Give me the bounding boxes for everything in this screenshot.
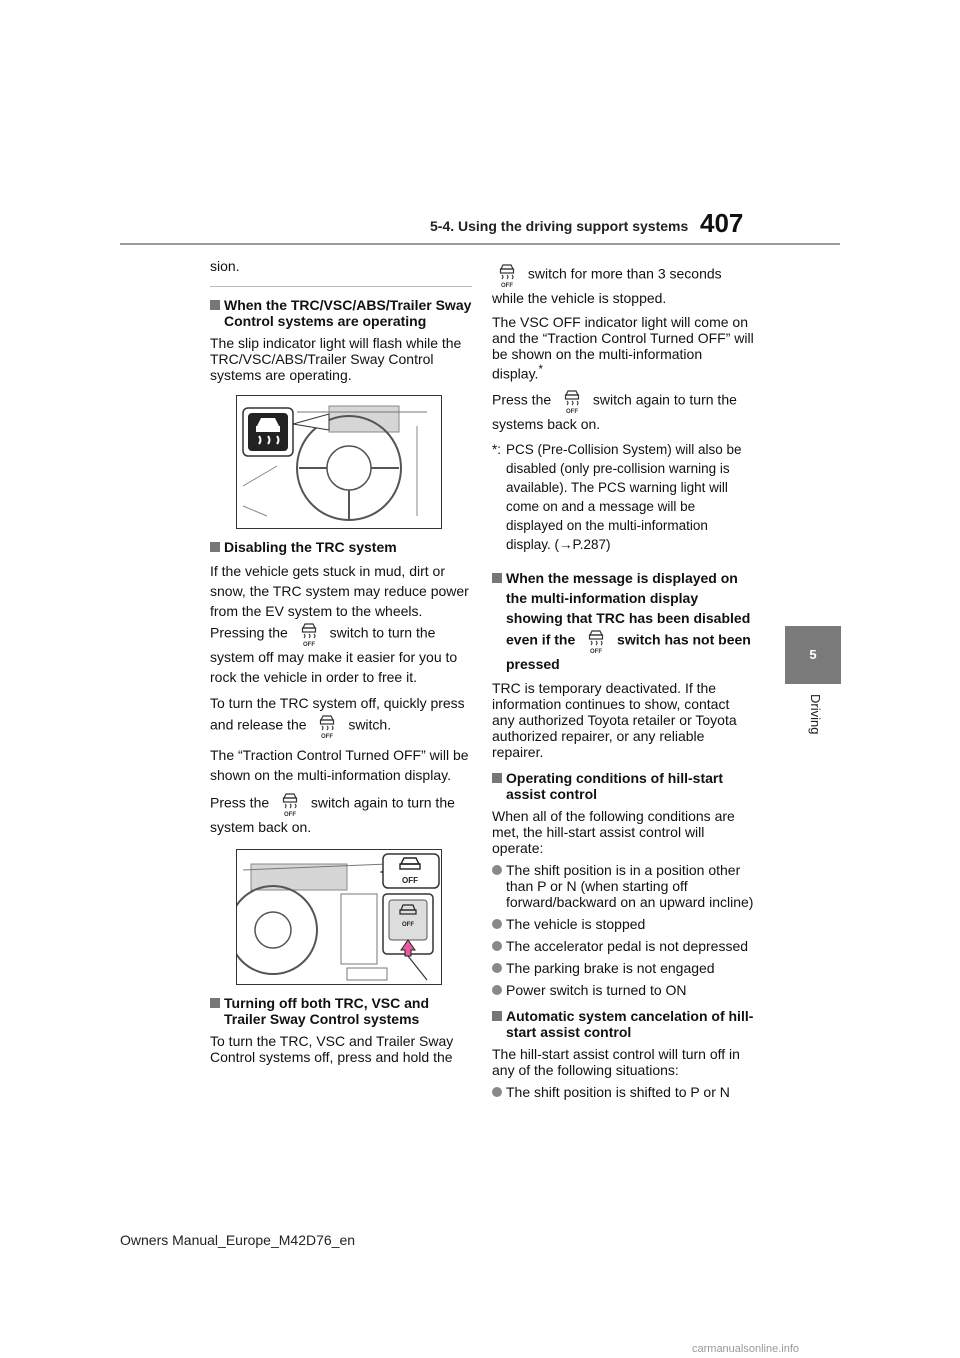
paragraph-text: If the vehicle gets stuck in mud, dirt or snow, the TRC system may reduce power from the EV system to the wheels. Pressing the [210,563,469,641]
subheading-text: When the message is displayed on the multi-information display showing that TRC has been disabled even if the OFF switch has not been pressed [506,569,751,672]
trc-off-switch-icon [496,262,518,288]
paragraph-text: switch for more than 3 seconds while the vehicle is stopped. [492,265,722,306]
paragraph-text: switch. [348,716,392,733]
round-bullet-icon [492,1087,502,1097]
paragraph-text: switch again to turn the systems back on. [492,391,737,432]
section-divider [210,286,472,287]
chapter-tab: 5 [785,626,841,684]
subheading [210,297,472,329]
paragraph: TRC is temporary deactivated. If the information continues to show, contact any authorized Toyota retailer or Toyota authorized repairer, or any reliable repairer. [492,679,737,760]
center-console-illustration [237,850,443,986]
trc-off-switch-icon [298,621,320,647]
list-item: The vehicle is stopped [492,916,754,932]
round-bullet-icon [492,985,502,995]
trc-off-switch-icon [561,388,583,414]
list-item: The shift position is in a position other than P or N (when starting off forward/backward on an upward incline) [492,862,754,910]
paragraph [210,791,472,837]
subheading-text: Turning off both TRC, VSC and Trailer Sway Control systems [224,995,430,1027]
subheading [492,770,754,802]
square-bullet-icon [492,573,502,583]
paragraph: The “Traction Control Turned OFF” will be shown on the multi-information display. [210,747,469,783]
round-bullet-icon [492,919,502,929]
page-number: 407 [700,208,744,238]
svg-text:OFF: OFF [501,283,513,288]
square-bullet-icon [210,300,220,310]
round-bullet-icon [492,941,502,951]
paragraph [492,314,754,382]
paragraph [492,262,754,308]
paragraph-text: switch again to turn the system back on. [210,794,455,835]
svg-text:OFF: OFF [402,922,414,928]
paragraph: When all of the following conditions are met, the hill-start assist control will operate: [492,807,735,856]
subheading-text: Disabling the TRC system [224,539,397,555]
svg-text:OFF: OFF [302,642,315,647]
list-item: Power switch is turned to ON [492,982,754,998]
paragraph: The hill-start assist control will turn off in any of the following situations: [492,1045,740,1078]
paragraph: The slip indicator light will flash while the TRC/VSC/ABS/Trailer Sway Control systems are operating. [210,335,462,383]
paragraph [492,388,754,434]
footnote-mark: * [538,363,543,376]
paragraph: To turn the TRC, VSC and Trailer Sway Control systems off, press and hold the [210,1033,454,1065]
subheading-text: Automatic system cancelation of hill-start assist control [506,1007,754,1040]
round-bullet-icon [492,865,502,875]
dashboard-illustration [237,396,443,530]
square-bullet-icon [210,542,220,552]
subheading [210,995,472,1027]
subheading [492,1008,754,1040]
section-title: 5-4. Using the driving support systems [430,218,689,234]
trc-off-switch-icon [279,791,301,817]
list-item: The parking brake is not engaged [492,960,754,976]
subheading [210,539,472,555]
right-column [492,262,754,1106]
footnote [492,440,754,554]
trc-off-switch-illustration [236,849,442,985]
paragraph-text: switch to turn the system off may make it easier for you to rock the vehicle in order to free it. [210,624,458,685]
paragraph [210,561,472,687]
paragraph-text: Press the [210,794,270,811]
square-bullet-icon [492,1011,502,1021]
square-bullet-icon [492,773,502,783]
list-item: The shift position is shifted to P or N [492,1084,754,1100]
trc-off-switch-icon [585,628,607,654]
paragraph-text: Press the [492,391,552,408]
svg-text:OFF: OFF [402,876,418,885]
square-bullet-icon [210,998,220,1008]
svg-text:OFF: OFF [590,648,603,654]
subheading-text: When the TRC/VSC/ABS/Trailer Sway Control systems are operating [224,297,472,329]
paragraph [210,693,472,739]
footnote-mark: *: [492,441,502,457]
header-divider [120,243,840,245]
left-column [210,258,472,1071]
slip-indicator-illustration [236,395,442,529]
manual-id: Owners Manual_Europe_M42D76_en [120,1232,356,1248]
svg-text:OFF: OFF [321,734,334,739]
list-item: The accelerator pedal is not depressed [492,938,754,954]
trc-off-switch-icon [316,713,338,739]
paragraph-text: To turn the TRC system off, quickly press and release the [210,695,465,733]
footnote-text: PCS (Pre-Collision System) will also be disabled (only pre-collision warning is available). The PCS warning light will come on and a message will be displayed on the multi-information display. (→P.287) [506,441,742,552]
subheading [492,568,754,674]
round-bullet-icon [492,963,502,973]
svg-text:OFF: OFF [566,408,579,414]
watermark: carmanualsonline.info [692,1343,800,1355]
continued-text: sion. [210,258,240,274]
chapter-label: Driving [808,694,823,735]
svg-text:OFF: OFF [284,812,297,817]
paragraph-text: The VSC OFF indicator light will come on and the “Traction Control Turned OFF” will be shown on the multi-information display. [492,314,754,382]
subheading-text: Operating conditions of hill-start assist control [506,769,723,802]
